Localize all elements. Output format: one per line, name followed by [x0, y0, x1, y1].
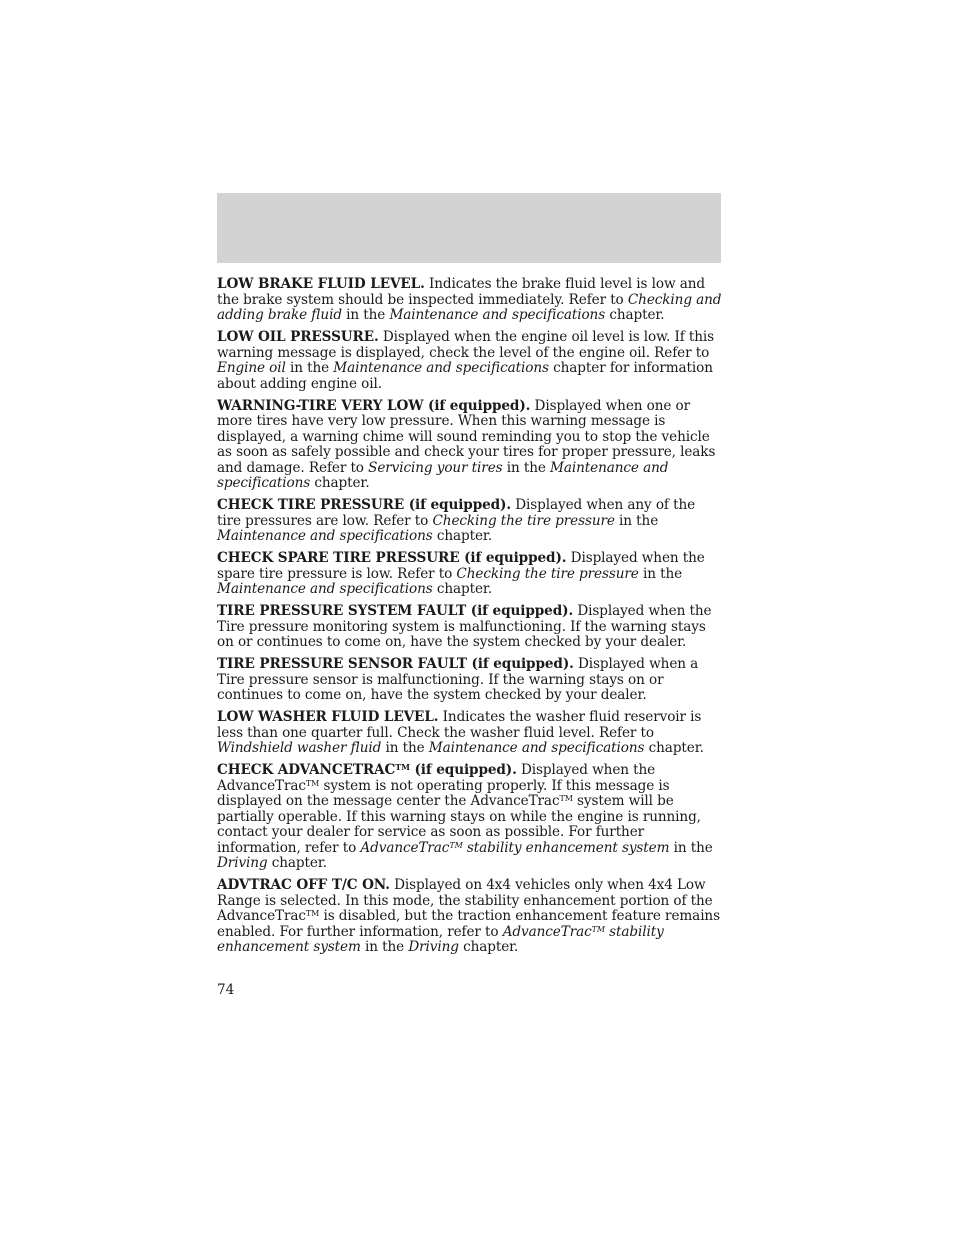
- section-warning-tire-very-low: WARNING-TIRE VERY LOW (if equipped). Displayed when one or more tires have very low pressure. When this warning message is displayed, a warning chime will sound reminding you to stop the vehicle as soon as safely possible and check your tires for proper pressure, leaks and damage. Refer to Servicing your tires in the Maintenance and specifications chapter.: [217, 397, 716, 491]
- trademark-symbol: TM: [395, 762, 410, 772]
- section-advtrac-off: ADVTRAC OFF T/C ON. Displayed on 4x4 vehicles only when 4x4 Low Range is selected. In this mode, the stability enhancement portion of the AdvanceTrac™ is disabled, but the traction enhancement feature remains enabled. For further information, refer to AdvanceTrac™ stability enhancement system in the Driving chapter.: [217, 877, 720, 955]
- section-heading: TIRE PRESSURE SENSOR FAULT (if equipped).: [217, 656, 574, 672]
- section-low-oil-pressure: LOW OIL PRESSURE. Displayed when the engine oil level is low. If this warning message is displayed, check the level of the engine oil. Refer to Engine oil in the Maintenance and specifications chapter for information about adding engine oil.: [217, 329, 715, 392]
- section-heading: CHECK SPARE TIRE PRESSURE (if equipped).: [217, 550, 567, 566]
- chapter-reference: Driving: [217, 855, 268, 871]
- cross-reference: Servicing your tires: [368, 459, 503, 476]
- cross-reference: AdvanceTrac™ stability enhancement system: [360, 839, 670, 856]
- cross-reference: Checking the tire pressure: [432, 512, 615, 529]
- chapter-reference: Maintenance and specifications: [428, 740, 645, 756]
- chapter-reference: Maintenance and specifications: [389, 307, 606, 323]
- chapter-reference: Maintenance and specifications: [217, 459, 669, 491]
- section-low-washer-fluid: LOW WASHER FLUID LEVEL. Indicates the washer fluid reservoir is less than one quarter full. Check the washer fluid level. Refer to Windshield washer fluid in the Maintenance and specifications chapter.: [217, 709, 704, 756]
- section-tire-pressure-system-fault: TIRE PRESSURE SYSTEM FAULT (if equipped). Displayed when the Tire pressure monitoring system is malfunctioning. If the warning stays on or continues to come on, have the system checked by your dealer.: [217, 603, 712, 650]
- cross-reference: Engine oil: [217, 360, 286, 376]
- chapter-header-band: [217, 193, 721, 263]
- trademark-symbol: TM: [305, 909, 320, 918]
- section-heading: TIRE PRESSURE SYSTEM FAULT (if equipped).: [217, 603, 574, 619]
- section-check-tire-pressure: CHECK TIRE PRESSURE (if equipped). Displayed when any of the tire pressures are low. Refer to Checking the tire pressure in the Maintenance and specifications chapter.: [217, 497, 696, 544]
- trademark-symbol: TM: [559, 794, 573, 803]
- chapter-reference: Maintenance and specifications: [333, 360, 549, 376]
- manual-body: [217, 277, 723, 962]
- section-check-spare-tire-pressure: CHECK SPARE TIRE PRESSURE (if equipped). Displayed when the spare tire pressure is low. Refer to Checking the tire pressure in the Maintenance and specifications chapter.: [217, 550, 705, 597]
- section-heading: ADVTRAC OFF T/C ON.: [217, 877, 390, 893]
- section-heading: CHECK TIRE PRESSURE (if equipped).: [217, 497, 512, 513]
- section-low-brake-fluid: LOW BRAKE FLUID LEVEL. Indicates the brake fluid level is low and the brake system should be inspected immediately. Refer to Checking and adding brake fluid in the Maintenance and specifications chapter.: [217, 276, 722, 323]
- chapter-reference: Maintenance and specifications: [217, 528, 433, 544]
- section-tire-pressure-sensor-fault: TIRE PRESSURE SENSOR FAULT (if equipped). Displayed when a Tire pressure sensor is malfunctioning. If the warning stays on or continues to come on, have the system checked by your dealer.: [217, 656, 699, 703]
- section-check-advancetrac: CHECK ADVANCETRAC™ (if equipped). Displayed when the AdvanceTrac™ system is not operating properly. If this message is displayed on the message center the AdvanceTrac™ system will be partially operable. If this warning stays on while the engine is running, contact your dealer for service as soon as possible. For further information, refer to AdvanceTrac™ stability enhancement system in the Driving chapter.: [217, 762, 713, 871]
- section-heading: WARNING-TIRE VERY LOW (if equipped).: [217, 397, 531, 414]
- trademark-symbol: TM: [305, 778, 320, 788]
- section-heading: LOW OIL PRESSURE.: [217, 329, 379, 345]
- cross-reference: Checking the tire pressure: [456, 565, 639, 582]
- trademark-symbol: TM: [591, 924, 605, 934]
- cross-reference: Checking and adding brake fluid: [217, 291, 722, 323]
- chapter-reference: Driving: [408, 939, 459, 955]
- section-heading: CHECK ADVANCETRAC™ (if equipped).: [217, 762, 517, 778]
- section-heading: LOW BRAKE FLUID LEVEL.: [217, 276, 425, 292]
- cross-reference: AdvanceTrac™ stability enhancement system: [217, 923, 664, 955]
- page-number: 74: [217, 982, 235, 998]
- cross-reference: Windshield washer fluid: [217, 740, 382, 756]
- trademark-symbol: TM: [449, 840, 463, 850]
- chapter-reference: Maintenance and specifications: [217, 581, 433, 597]
- section-heading: LOW WASHER FLUID LEVEL.: [217, 709, 439, 725]
